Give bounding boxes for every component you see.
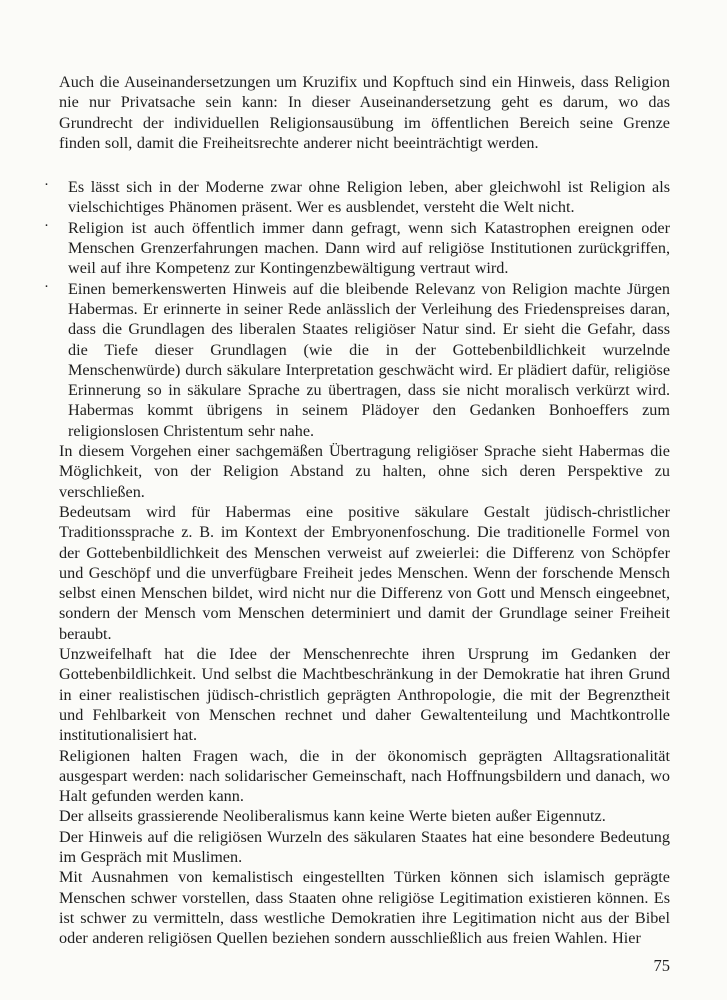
bullet-marker: · [44, 217, 49, 234]
text-block [44, 72, 670, 948]
body-paragraph: Mit Ausnahmen von kemalistisch eingestellten Türken können sich islamisch geprägte Menschen schwer vorstellen, dass Staaten ohne religiöse Legitimation existieren können. Es ist schwer zu vermitteln, dass westliche Demokratien ihre Legitimation nicht aus der Bibel oder anderen religiösen Quellen beziehen sondern ausschließlich aus freien Wahlen. Hier [59, 868, 670, 948]
bullet-text: Einen bemerkenswerten Hinweis auf die bleibende Relevanz von Religion machte Jürgen Habermas. Er erinnerte in seiner Rede anlässlich der Verleihung des Friedenspreises daran, dass die Grundlagen des liberalen Staates religiöser Natur sind. Er sieht die Gefahr, dass die Tiefe dieser Grundlagen (wie die in der Gottebenbildlichkeit wurzelnde Menschenwürde) durch säkulare Interpretation geschwächt wird. Er plädiert dafür, religiöse Erinnerung so in säkulare Sprache zu übertragen, dass sie nicht moralisch verkürzt wird. Habermas kommt übrigens in seinem Plädoyer den Gedanken Bonhoeffers zum religionslosen Christentum sehr nahe. [68, 279, 670, 440]
bullet-marker: · [44, 177, 49, 194]
bullet-item [44, 177, 670, 218]
body-paragraph: Der Hinweis auf die religiösen Wurzeln des säkularen Staates hat eine besondere Bedeutung im Gespräch mit Muslimen. [59, 827, 670, 866]
body-paragraph: Unzweifelhaft hat die Idee der Menschenrechte ihren Ursprung im Gedanken der Gottebenbildlichkeit. Und selbst die Machtbeschränkung in der Demokratie hat ihren Grund in einer realistischen jüdisch-christlich geprägten Anthropologie, die mit der Begrenztheit und Fehlbarkeit von Menschen rechnet und daher Gewaltenteilung und Machtkontrolle institutionalisiert hat. [59, 645, 670, 745]
page-number: 75 [653, 956, 670, 975]
intro-paragraph: Auch die Auseinandersetzungen um Kruzifix und Kopftuch sind ein Hinweis, dass Religion nie nur Privatsache sein kann: In dieser Auseinandersetzung geht es darum, wo das Grundrecht der individuellen Religionsausübung im öffentlichen Bereich seine Grenze finden soll, damit die Freiheitsrechte anderer nicht beeinträchtigt werden. [59, 73, 670, 152]
body-paragraph: In diesem Vorgehen einer sachgemäßen Übertragung religiöser Sprache sieht Habermas die Möglichkeit, von der Religion Abstand zu halten, ohne sich deren Perspektive zu verschließen. [59, 442, 670, 501]
body-paragraph: Der allseits grassierende Neoliberalismus kann keine Werte bieten außer Eigennutz. [59, 807, 606, 826]
bullet-text: Es lässt sich in der Moderne zwar ohne Religion leben, aber gleichwohl ist Religion als vielschichtiges Phänomen präsent. Wer es ausblendet, versteht die Welt nicht. [68, 178, 670, 217]
body-paragraph: Religionen halten Fragen wach, die in der ökonomisch geprägten Alltagsrationalität ausgespart werden: nach solidarischer Gemeinschaft, nach Hoffnungsbildern und danach, wo Halt gefunden werden kann. [59, 746, 670, 806]
bullet-item [44, 278, 670, 441]
bullet-text: Religion ist auch öffentlich immer dann gefragt, wenn sich Katastrophen ereignen oder Menschen Grenzerfahrungen machen. Dann wird auf religiöse Institutionen zurückgriffen, weil auf ihre Kompetenz zur Kontingenzbewältigung vertraut wird. [68, 218, 670, 278]
body-paragraph: Bedeutsam wird für Habermas eine positive säkulare Gestalt jüdisch-christlicher Traditionssprache z. B. im Kontext der Embryonenfoschung. Die traditionelle Formel von der Gottebenbildlichkeit des Menschen verweist auf zweierlei: die Differenz von Schöpfer und Geschöpf und die unverfügbare Freiheit jedes Menschen. Wenn der forschende Mensch selbst einen Menschen bildet, wird nicht nur die Differenz von Gott und Mensch eingeebnet, sondern der Mensch vom Menschen determiniert und damit der Grundlage seiner Freiheit beraubt. [59, 502, 670, 643]
bullet-marker: · [44, 278, 49, 295]
bullet-item [44, 217, 670, 279]
bullet-list [44, 177, 670, 441]
